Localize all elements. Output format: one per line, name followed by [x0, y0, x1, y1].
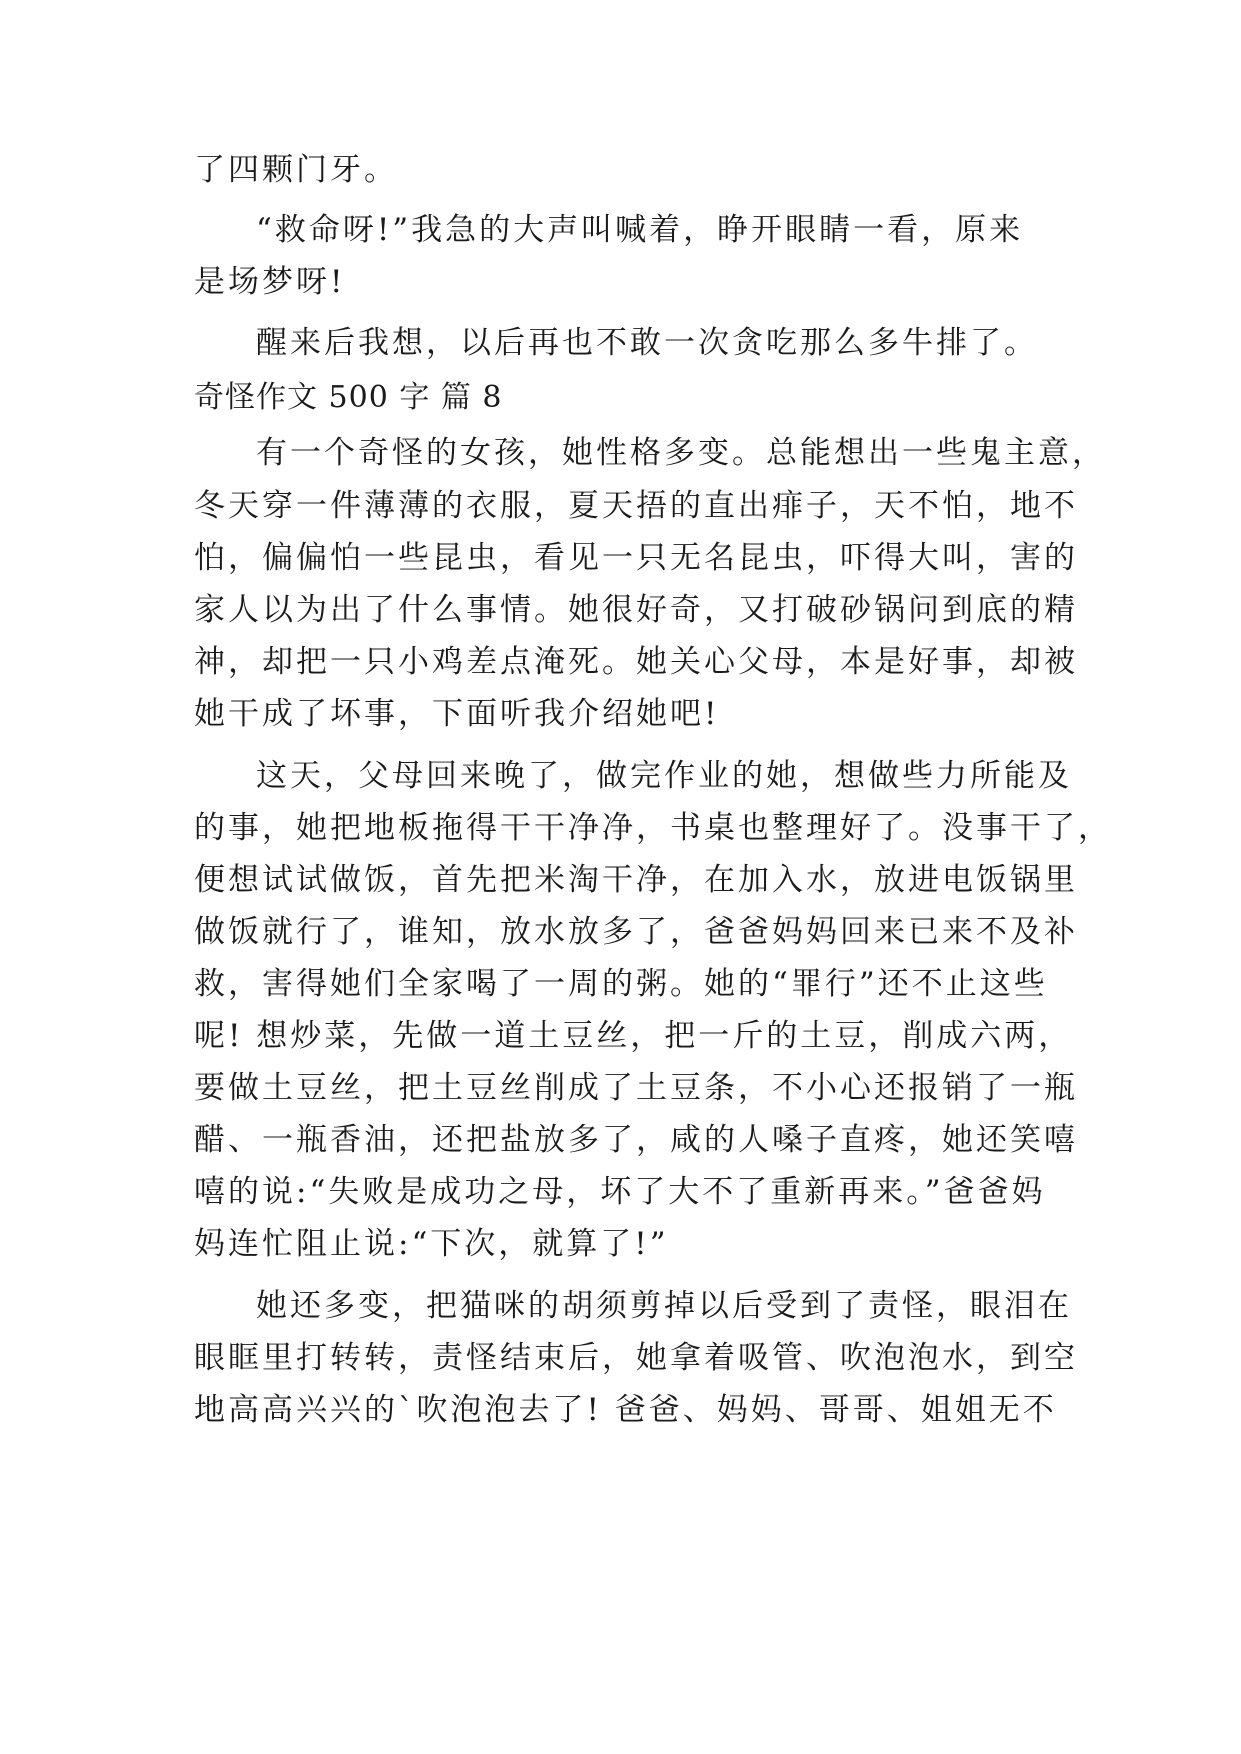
- text-line: 醒来后我想，以后再也不敢一次贪吃那么多牛排了。: [256, 325, 1038, 361]
- text-line: 救，害得她们全家喝了一周的粥。她的“罪行”还不止这些: [194, 966, 1048, 1002]
- text-line: 眼眶里打转转，责怪结束后，她拿着吸管、吹泡泡水，到空: [194, 1340, 1078, 1376]
- text-line: 她干成了坏事，下面听我介绍她吧!: [194, 696, 720, 732]
- text-line: 要做土豆丝，把土豆丝削成了土豆条，不小心还报销了一瓶: [194, 1070, 1078, 1106]
- text-line: 嘻的说:“失败是成功之母，坏了大不了重新再来。”爸爸妈: [194, 1174, 1046, 1210]
- text-line: 的事，她把地板拖得干干净净，书桌也整理好了。没事干了，: [194, 810, 1112, 846]
- section-heading: 奇怪作文 500 字 篇 8: [194, 380, 503, 415]
- text-line: 有一个奇怪的女孩，她性格多变。总能想出一些鬼主意，: [256, 435, 1106, 471]
- text-line: 这天，父母回来晚了，做完作业的她，想做些力所能及: [256, 758, 1072, 794]
- text-line: 做饭就行了，谁知，放水放多了，爸爸妈妈回来已来不及补: [194, 914, 1078, 950]
- text-line: 便想试试做饭，首先把米淘干净，在加入水，放进电饭锅里: [194, 862, 1078, 898]
- text-line: 妈连忙阻止说:“下次，就算了!”: [194, 1226, 669, 1262]
- text-line: 她还多变，把猫咪的胡须剪掉以后受到了责怪，眼泪在: [256, 1288, 1072, 1324]
- text-line: 呢! 想炒菜，先做一道土豆丝，把一斤的土豆，削成六两，: [194, 1018, 1073, 1054]
- text-line: 家人以为出了什么事情。她很好奇，又打破砂锅问到底的精: [194, 592, 1078, 628]
- text-line: 醋、一瓶香油，还把盐放多了，咸的人嗓子直疼，她还笑嘻: [194, 1122, 1078, 1158]
- text-line: 地高高兴兴的`吹泡泡去了! 爸爸、妈妈、哥哥、姐姐无不: [194, 1392, 1057, 1428]
- text-line: 了四颗门牙。: [194, 152, 398, 188]
- text-line: “救命呀!”我急的大声叫喊着，睁开眼睛一看，原来: [256, 212, 1024, 248]
- text-line: 冬天穿一件薄薄的衣服，夏天捂的直出痱子，天不怕，地不: [194, 488, 1078, 524]
- text-line: 神，却把一只小鸡差点淹死。她关心父母，本是好事，却被: [194, 644, 1078, 680]
- text-line: 怕，偏偏怕一些昆虫，看见一只无名昆虫，吓得大叫，害的: [194, 540, 1078, 576]
- text-line: 是场梦呀!: [194, 264, 346, 300]
